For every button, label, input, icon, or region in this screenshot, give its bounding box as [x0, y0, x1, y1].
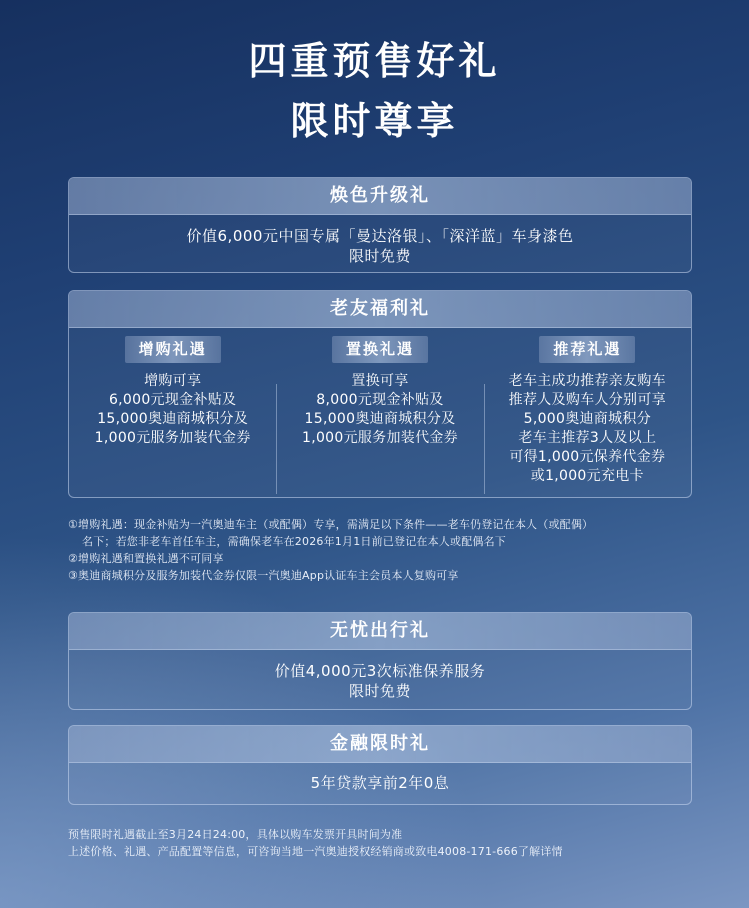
- finance-gift-body: [69, 763, 691, 793]
- offer-line: 可得1,000元保养代金券: [509, 449, 666, 465]
- finance-gift-line: 5年贷款享前2年0息: [310, 774, 450, 792]
- note-line: 名下；若您非老车首任车主，需确保老车在2026年1月1日前已登记在本人或配偶名下: [82, 535, 506, 548]
- note-line: ②增购礼遇和置换礼遇不可同享: [68, 552, 224, 565]
- tradein-offer-text: [276, 372, 483, 448]
- loyalty-column-tradein: [276, 328, 483, 497]
- worry-free-travel-gift-card: [68, 612, 692, 710]
- offer-line: 1,000元服务加装代金券: [94, 430, 251, 446]
- loyalty-gift-title: 老友福利礼: [69, 291, 691, 328]
- travel-gift-line: 限时免费: [348, 682, 411, 700]
- offer-line: 15,000奥迪商城积分及: [304, 411, 456, 427]
- loyalty-column-addon: [69, 328, 276, 497]
- offer-line: 6,000元现金补贴及: [108, 392, 237, 408]
- page-title: 四重预售好礼: [248, 39, 501, 83]
- footer-line: 上述价格、礼遇、产品配置等信息，可咨询当地一汽奥迪授权经销商或致电4008-171-666了解详情: [68, 845, 563, 858]
- tradein-offer-badge: 置换礼遇: [332, 336, 428, 363]
- offer-line: 8,000元现金补贴及: [316, 392, 444, 408]
- terms-notes: [68, 516, 708, 584]
- color-upgrade-gift-body: [69, 215, 691, 266]
- travel-gift-line: 价值4,000元3次标准保养服务: [274, 662, 486, 680]
- referral-offer-badge: 推荐礼遇: [539, 336, 635, 363]
- note-line: ①增购礼遇：现金补贴为一汽奥迪车主（或配偶）专享，需满足以下条件——老车仍登记在本人（或配偶）: [68, 518, 594, 531]
- offer-line: 或1,000元充电卡: [530, 468, 644, 484]
- offer-line: 置换可享: [351, 373, 409, 389]
- color-upgrade-gift-line: 限时免费: [348, 247, 411, 265]
- offer-line: 老车主成功推荐亲友购车: [508, 373, 666, 389]
- offer-line: 1,000元服务加装代金券: [302, 430, 458, 446]
- offer-line: 老车主推荐3人及以上: [518, 430, 657, 446]
- offer-line: 增购可享: [144, 373, 202, 389]
- page-subtitle: 限时尊享: [290, 99, 459, 143]
- offer-line: 5,000奥迪商城积分: [523, 411, 652, 427]
- footer-line: 预售限时礼遇截止至3月24日24:00，具体以购车发票开具时间为准: [68, 828, 403, 841]
- addon-offer-badge: 增购礼遇: [125, 336, 221, 363]
- note-line: ③奥迪商城积分及服务加装代金券仅限一汽奥迪App认证车主会员本人复购可享: [68, 569, 459, 582]
- finance-gift-card: [68, 725, 692, 805]
- color-upgrade-gift-card: [68, 177, 692, 273]
- loyalty-column-referral: [484, 328, 691, 497]
- addon-offer-text: [69, 372, 276, 448]
- loyalty-gift-card: [68, 290, 692, 498]
- color-upgrade-gift-line: 价值6,000元中国专属「曼达洛银」、「深洋蓝」车身漆色: [186, 227, 574, 245]
- worry-free-travel-gift-body: [69, 650, 691, 701]
- referral-offer-text: [484, 372, 691, 486]
- offer-line: 15,000奥迪商城积分及: [97, 411, 249, 427]
- loyalty-gift-columns: [69, 328, 691, 497]
- worry-free-travel-gift-title: 无忧出行礼: [69, 613, 691, 650]
- finance-gift-title: 金融限时礼: [69, 726, 691, 763]
- footer-disclaimer: [68, 826, 708, 860]
- offer-line: 推荐人及购车人分别可享: [508, 392, 666, 408]
- color-upgrade-gift-title: 焕色升级礼: [69, 178, 691, 215]
